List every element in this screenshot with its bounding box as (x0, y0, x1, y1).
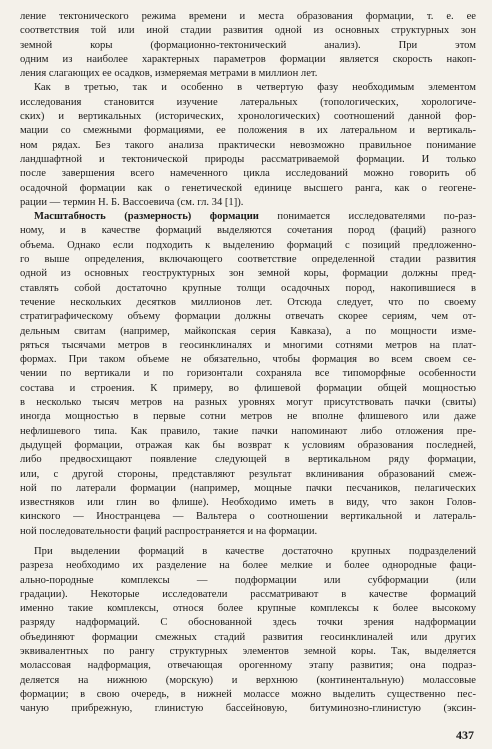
text-line: дыдущей формации, отражая как бы возврат к условиям образования последней, (20, 439, 476, 451)
text-line: чении по вертикали и по горизонтали сохраняла все типоморфные особенности (20, 368, 476, 380)
text-line: разреза необходимо их разделение на более мелкие и более однородные фаци- (20, 560, 476, 572)
text-line: молассовая надформация, отвечающая орогенному этапу развития; она подраз- (20, 660, 476, 672)
text-line: в несколько тысяч метров на разных уровнях могут присутствовать пачки (свиты) (20, 397, 476, 409)
paragraph-4 (20, 545, 476, 717)
text-line: осадочной формации как о генетической единице высшего ранга, как о геогене- (20, 182, 476, 194)
text-line: ских) и вертикальных (исторических, хронологических) соотношений данной фор- (20, 111, 476, 123)
text-line: ном рядах. Без такого анализа практически невозможно правильное понимание (20, 139, 476, 151)
text-line: стратиграфическому объему формации должны отвечать скорее сериям, чем от- (20, 311, 476, 323)
text-line: Как в третью, так и особенно в четвертую фазу необходимым элементом (34, 82, 476, 94)
text-line (20, 210, 476, 224)
text-line: ление тектонического режима времени и места образования формации, т. е. ее (20, 11, 476, 22)
text-line: объединяют формации смежных стадий развития геосинклиналей или других (20, 631, 476, 643)
text-line: При выделении формаций в качестве достаточно крупных подразделений (34, 545, 476, 557)
paragraph-2 (20, 81, 476, 210)
text-line: течение нескольких десятков миллионов лет. Отсюда следует, что по своему (20, 296, 476, 308)
text-line: одной из основных геоструктурных зон земной коры, формации должны пред- (20, 268, 476, 280)
text-line: го выше определения, включающего соответствие определенной стадии развития (20, 254, 476, 266)
text-line: градации). Некоторые исследователи рассматривают в качестве формаций (20, 588, 476, 600)
text-line: соответствия той или иной стадии развития одной из основных структурных зон (20, 25, 476, 37)
text-line: ставлять собой достаточно крупные толщи осадочных пород, накопившиеся в (20, 282, 476, 294)
text-line: ной последовательности фаций распространяется и на формации. (20, 525, 318, 537)
paragraph-3 (20, 210, 476, 539)
text-line: именно такие комплексы, относя более крупные комплексы к более высокому (20, 603, 476, 615)
text-line: кинского — Иностранцева — Вальтера о соотношении вертикальной и латераль- (20, 511, 476, 523)
text-run: понимается исследователями по-раз- (258, 211, 476, 223)
text-line: ландшафтной и тектонической природы рассматриваемой формации. И только (20, 153, 476, 165)
text-line: нефлишевого типа. Как правило, такие пачки напоминают либо отложения пре- (20, 425, 476, 437)
term-heading: Масштабность (размерность) формации (34, 211, 259, 223)
text-line: земной коры (формационно-тектонический анализ). При этом (20, 39, 476, 51)
text-line: ному, и в качестве формаций выделяются сочетания пород (фаций) разного (20, 225, 476, 237)
text-line: после завершения всего намеченного цикла исследований можно говорить об (20, 168, 476, 180)
text-line: ально-породные комплексы — подформации или субформации (или (20, 574, 476, 586)
text-line: известняков или глин во флише). Необходимо иметь в виду, что закон Голов- (20, 497, 476, 509)
text-line: формах. При таком объеме не обязательно, чтобы формация во всем своем се- (20, 354, 476, 366)
text-line: ряться тысячами метров в геосинклиналях и многими сотнями метров на плат- (20, 339, 476, 351)
text-line: иногда мощностью в первые сотни метров не вполне флишевого или даже (20, 411, 476, 423)
text-line: чаную прибрежную, глинистую бассейновую, битуминозно-глинистую (эксин- (20, 703, 476, 715)
text-line: рации — термин Н. Б. Вассоевича (см. гл. 34 [1]). (20, 196, 244, 208)
text-line: формации; в свою очередь, в нижней молассе можно выделить существенно пес- (20, 688, 476, 700)
text-line: дельным свитам (например, майкопская серия Кавказа), а по мощности изме- (20, 325, 476, 337)
text-line: ления слагающих ее осадков, измеряемая метрами в миллион лет. (20, 68, 318, 80)
text-line: состава и строения. К примеру, во флишевой формации общей мощностью (20, 382, 476, 394)
text-line: объема. Однако если подходить к выделению формаций с позиций предложенно- (20, 239, 476, 251)
text-line: разряду надформаций. С обоснованной здесь точки зрения надформации (20, 617, 476, 629)
text-line: либо предвосхищают появление следующей в вертикальном ряду формации, (20, 454, 476, 466)
text-line: эквивалентных по рангу структурных элементов земной коры. Так, выделяется (20, 646, 476, 658)
text-line: деляется на нижнюю (морскую) и верхнюю (континентальную) молассовые (20, 674, 476, 686)
text-line: исследования становится изучение латеральных (топологических, хорологиче- (20, 96, 476, 108)
page-number: 437 (456, 728, 474, 742)
text-line: мации со смежными формациями, ее положения в их латеральном и вертикаль- (20, 125, 476, 137)
text-line: ной по латерали формации (например, мощные пачки песчаников, пелагических (20, 482, 476, 494)
paragraph-1 (20, 10, 476, 81)
text-line: одним из наиболее характерных параметров формации является скорость накоп- (20, 53, 476, 65)
text-line: или, с другой стороны, представляют результат вклинивания образований смеж- (20, 468, 476, 480)
